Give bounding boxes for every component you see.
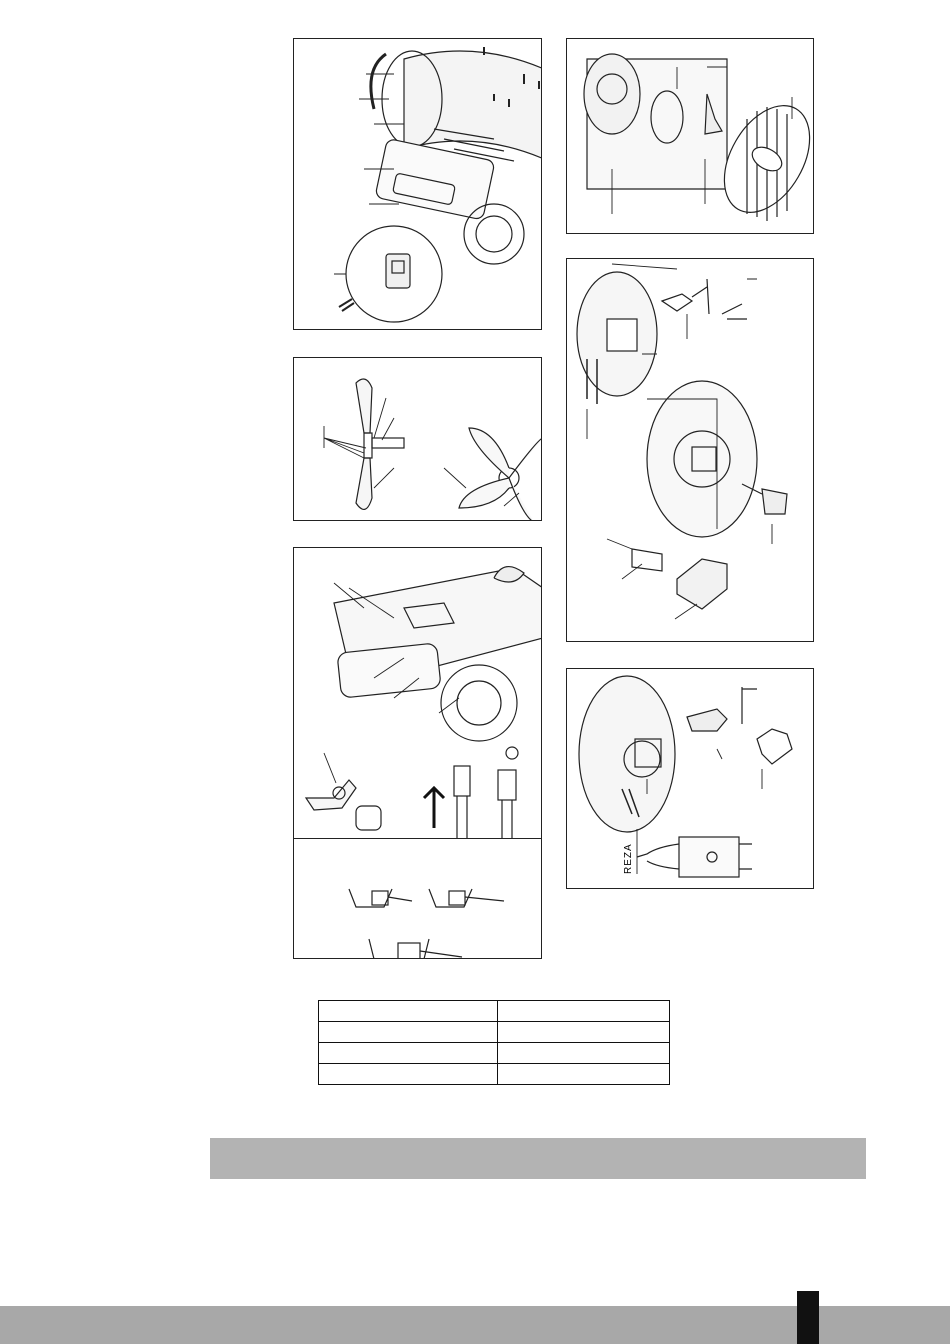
table-cell <box>498 1064 670 1085</box>
photocell-assembly-figure <box>293 547 542 839</box>
table-cell <box>319 1064 498 1085</box>
table-cell <box>319 1022 498 1043</box>
front-grille-figure <box>566 38 814 234</box>
photocell-bracket-figure <box>293 839 542 959</box>
table-cell <box>498 1043 670 1064</box>
table-row <box>319 1022 670 1043</box>
ignition-transformer-label: REZA <box>623 843 634 874</box>
table-row <box>319 1043 670 1064</box>
table-cell <box>498 1022 670 1043</box>
table-cell <box>319 1001 498 1022</box>
heater-disassembly-figure <box>293 38 542 330</box>
table-cell <box>319 1043 498 1064</box>
table-row <box>319 1001 670 1022</box>
ignition-transformer-figure <box>566 668 814 889</box>
specification-table <box>318 1000 670 1085</box>
fan-blade-figure <box>293 357 542 521</box>
page-tab-marker <box>797 1291 819 1344</box>
table-cell <box>498 1001 670 1022</box>
table-row <box>319 1064 670 1085</box>
section-banner <box>210 1138 866 1179</box>
nozzle-electrode-figure <box>566 258 814 642</box>
